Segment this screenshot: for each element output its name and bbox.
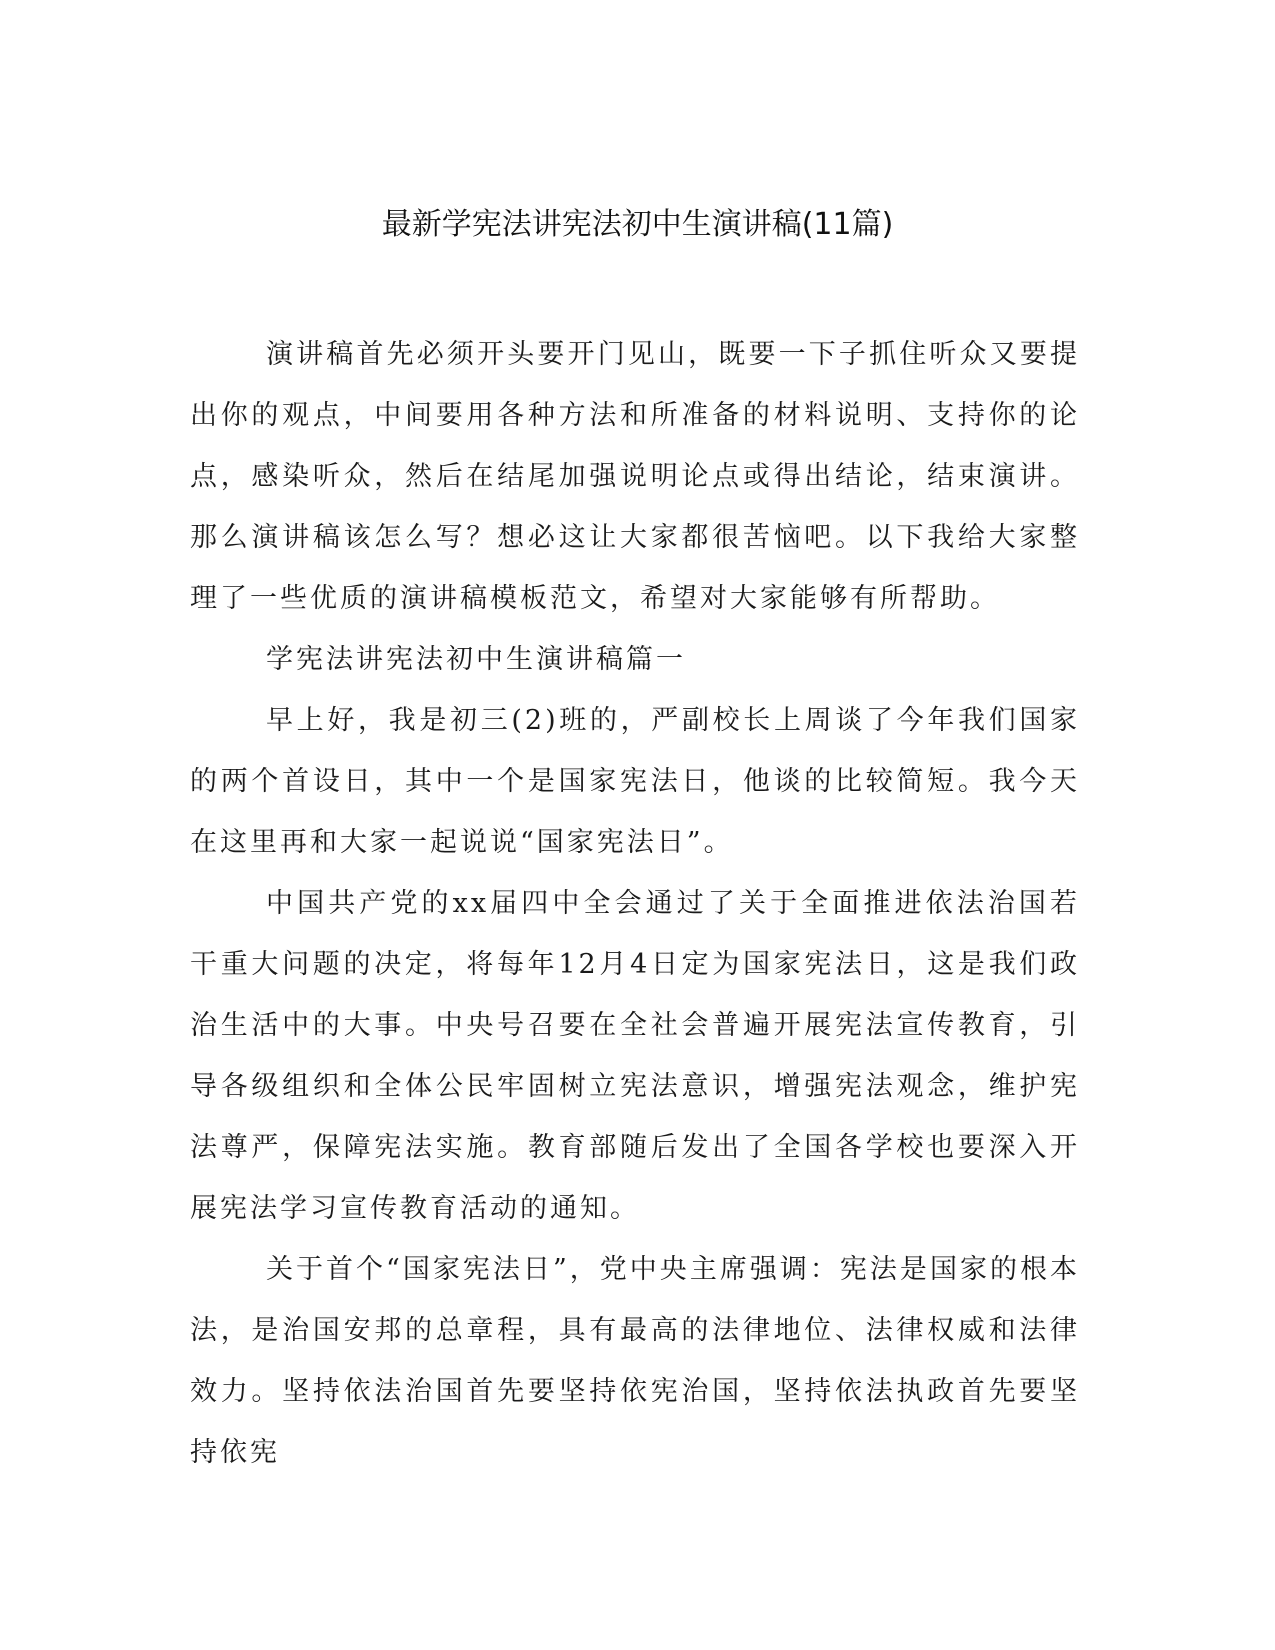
body-paragraph: 中国共产党的xx届四中全会通过了关于全面推进依法治国若干重大问题的决定，将每年12月4日定为国家宪法日，这是我们政治生活中的大事。中央号召要在全社会普遍开展宪法宣传教育，引导各级组织和全体公民牢固树立宪法意识，增强宪法观念，维护宪法尊严，保障宪法实施。教育部随后发出了全国各学校也要深入开展宪法学习宣传教育活动的通知。 xyxy=(190,888,1080,1224)
body-paragraph: 关于首个“国家宪法日”，党中央主席强调：宪法是国家的根本法，是治国安邦的总章程，具有最高的法律地位、法律权威和法律效力。坚持依法治国首先要坚持依宪治国，坚持依法执政首先要坚持依宪 xyxy=(190,1254,1080,1468)
document-body xyxy=(190,324,1080,1483)
body-paragraph: 早上好，我是初三(2)班的，严副校长上周谈了今年我们国家的两个首设日，其中一个是国家宪法日，他谈的比较简短。我今天在这里再和大家一起说说“国家宪法日”。 xyxy=(190,705,1080,858)
document-title: 最新学宪法讲宪法初中生演讲稿(11篇) xyxy=(381,207,894,242)
section-heading: 学宪法讲宪法初中生演讲稿篇一 xyxy=(266,644,686,675)
intro-paragraph: 演讲稿首先必须开头要开门见山，既要一下子抓住听众又要提出你的观点，中间要用各种方法和所准备的材料说明、支持你的论点，感染听众，然后在结尾加强说明论点或得出结论，结束演讲。那么演讲稿该怎么写？想必这让大家都很苦恼吧。以下我给大家整理了一些优质的演讲稿模板范文，希望对大家能够有所帮助。 xyxy=(190,339,1080,614)
